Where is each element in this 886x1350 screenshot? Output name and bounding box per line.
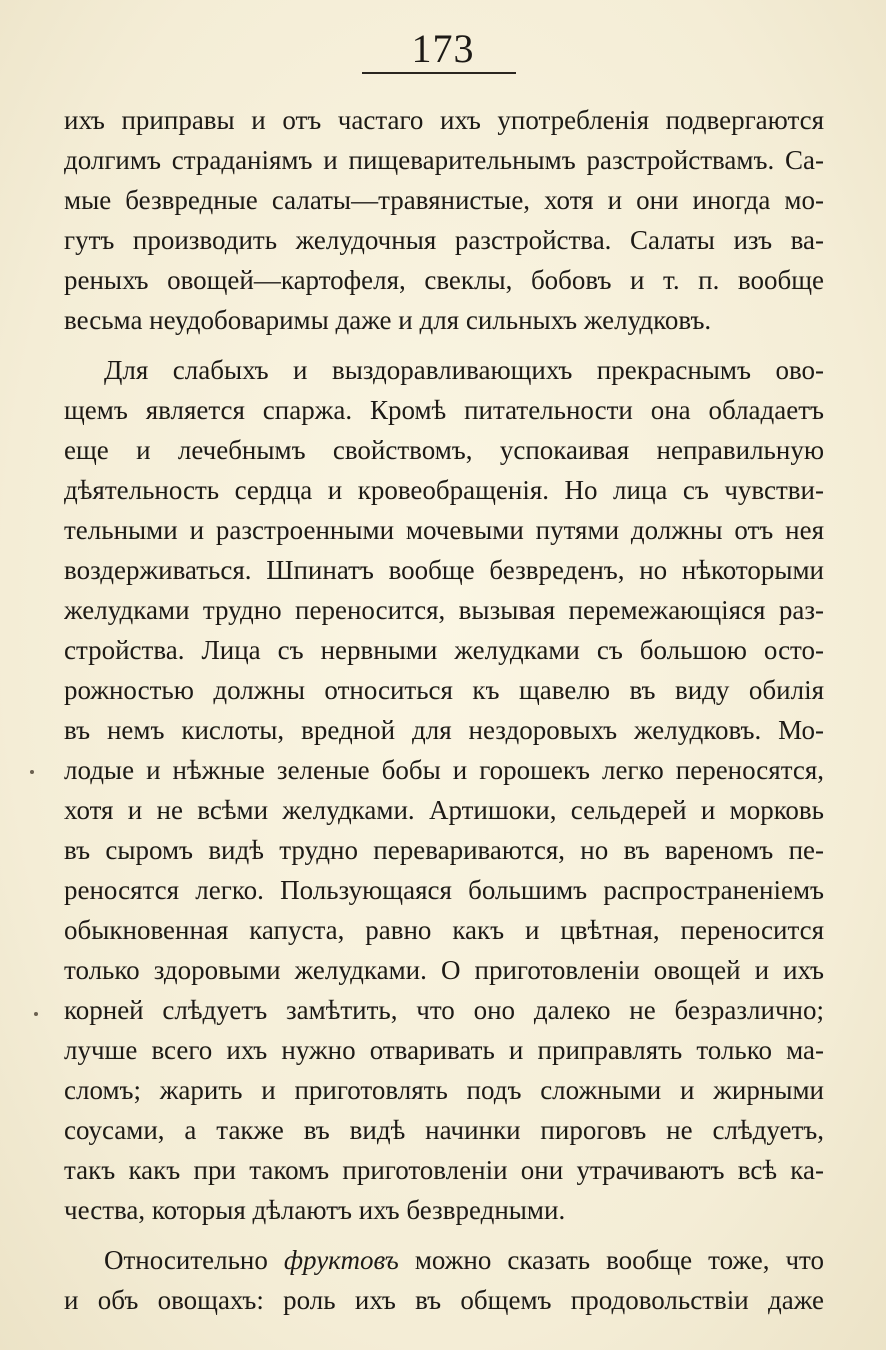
text-line: Для слабыхъ и выздоравливающихъ прекраснымъ ово- bbox=[104, 355, 824, 385]
text-fragment: Относительно bbox=[104, 1245, 284, 1275]
text-line: щемъ является спаржа. Кромѣ питательности она обладаетъ bbox=[64, 395, 824, 425]
paper-speck bbox=[30, 770, 34, 774]
text-line: мые безвредные салаты—травянистые, хотя и они иногда мо- bbox=[64, 185, 824, 215]
text-fragment: можно сказать вообще тоже, что bbox=[398, 1245, 824, 1275]
text-line: чества, которыя дѣлаютъ ихъ безвредными. bbox=[64, 1195, 566, 1225]
text-line: гутъ производить желудочныя разстройства. Салаты изъ ва- bbox=[64, 225, 824, 255]
text-line: желудками трудно переносится, вызывая перемежающіяся раз- bbox=[64, 595, 824, 625]
text-line: реныхъ овощей—картофеля, свеклы, бобовъ и т. п. вообще bbox=[64, 265, 824, 295]
text-line: лодые и нѣжные зеленые бобы и горошекъ легко переносятся, bbox=[64, 755, 824, 785]
text-line: еще и лечебнымъ свойствомъ, успокаивая неправильную bbox=[64, 435, 824, 465]
text-line: въ немъ кислоты, вредной для нездоровыхъ желудковъ. Мо- bbox=[64, 715, 824, 745]
text-line: и объ овощахъ: роль ихъ въ общемъ продовольствіи даже bbox=[64, 1285, 824, 1315]
text-line: въ сыромъ видѣ трудно перевариваются, но въ вареномъ пе- bbox=[64, 835, 824, 865]
page-number: 173 bbox=[411, 26, 475, 71]
text-line: сломъ; жарить и приготовлять подъ сложными и жирными bbox=[64, 1075, 824, 1105]
text-line: корней слѣдуетъ замѣтить, что оно далеко не безразлично; bbox=[64, 995, 824, 1025]
italic-term: фруктовъ bbox=[283, 1245, 399, 1275]
text-line: лучше всего ихъ нужно отваривать и приправлять только ма- bbox=[64, 1035, 824, 1065]
text-line: тельными и разстроенными мочевыми путями должны отъ нея bbox=[64, 515, 824, 545]
text-line: такъ какъ при такомъ приготовленіи они утрачиваютъ всѣ ка- bbox=[64, 1155, 824, 1185]
text-line: реносятся легко. Пользующаяся большимъ распространеніемъ bbox=[64, 875, 824, 905]
paper-speck bbox=[34, 1012, 38, 1016]
text-line: рожностью должны относиться къ щавелю въ виду обилія bbox=[64, 675, 824, 705]
text-line: стройства. Лица съ нервными желудками съ большою осто- bbox=[64, 635, 824, 665]
text-line: хотя и не всѣми желудками. Артишоки, сельдерей и морковь bbox=[64, 795, 824, 825]
text-line bbox=[64, 1240, 824, 1280]
text-line: весьма неудобоваримы даже и для сильныхъ желудковъ. bbox=[64, 305, 712, 335]
text-line: обыкновенная капуста, равно какъ и цвѣтная, переносится bbox=[64, 915, 824, 945]
text-line: воздерживаться. Шпинатъ вообще безвреденъ, но нѣкоторыми bbox=[64, 555, 824, 585]
text-line: соусами, а также въ видѣ начинки пироговъ не слѣдуетъ, bbox=[64, 1115, 824, 1145]
text-line: долгимъ страданіямъ и пищеварительнымъ разстройствамъ. Са- bbox=[64, 145, 824, 175]
header-rule bbox=[362, 72, 516, 74]
body-text bbox=[64, 100, 824, 1320]
text-line: ихъ приправы и отъ частаго ихъ употребленія подвергаются bbox=[64, 105, 824, 135]
text-line: дѣятельность сердца и кровеобращенія. Но лица съ чувстви- bbox=[64, 475, 824, 505]
text-line: только здоровыми желудками. О приготовленіи овощей и ихъ bbox=[64, 955, 824, 985]
